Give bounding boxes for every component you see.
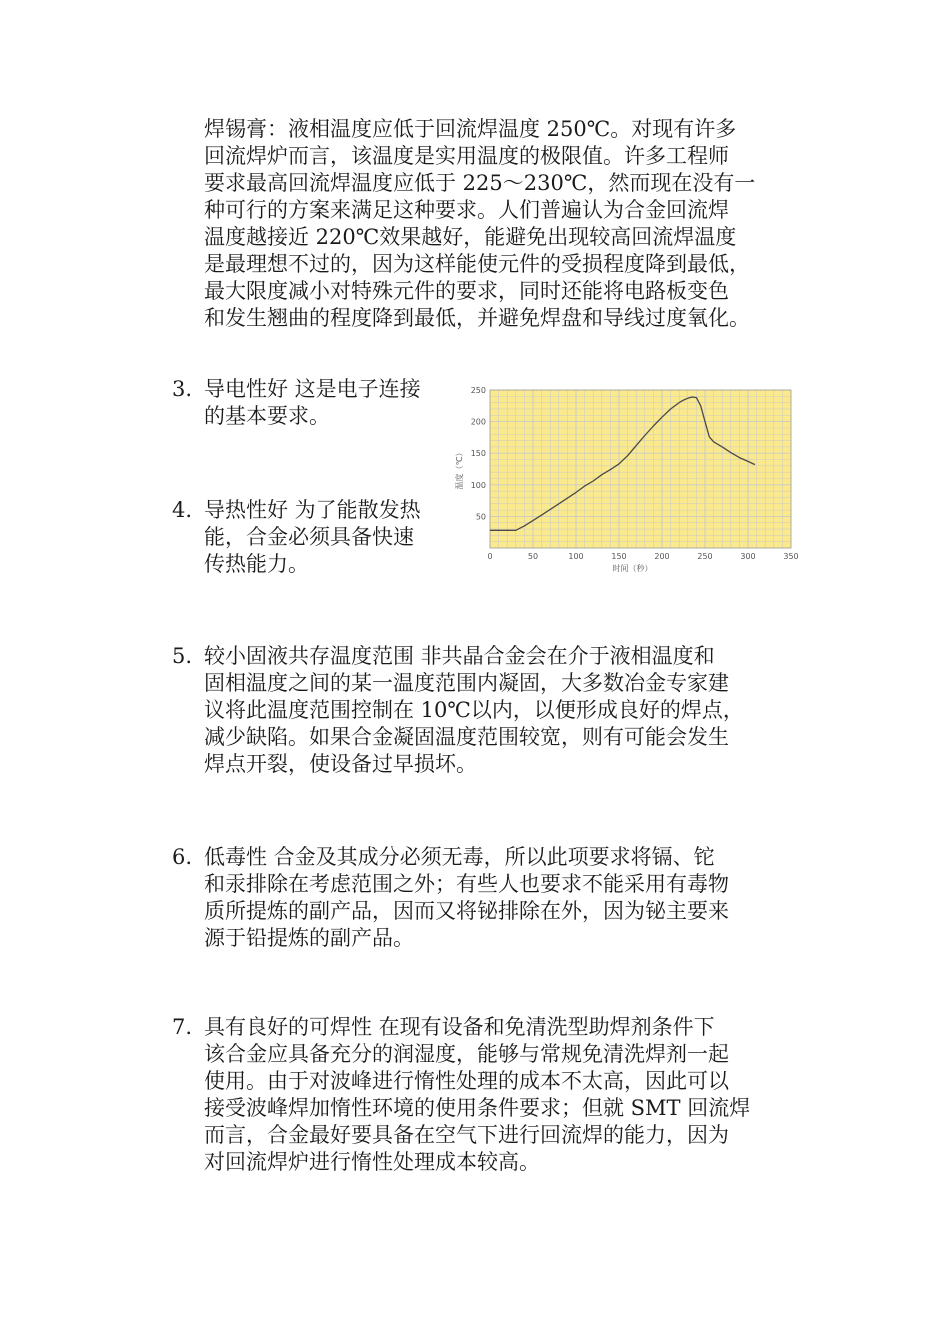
text-line: 议将此温度范围控制在 10℃以内，以便形成良好的焊点， — [204, 698, 744, 722]
text-line: 固相温度之间的某一温度范围内凝固，大多数冶金专家建 — [204, 671, 729, 695]
text-line: 要求最高回流焊温度应低于 225～230℃，然而现在没有一 — [204, 171, 756, 195]
text-line: 传热能力。 — [204, 552, 309, 576]
text-line: 回流焊炉而言，该温度是实用温度的极限值。许多工程师 — [204, 144, 729, 168]
item-body — [204, 497, 472, 578]
intro-paragraph — [204, 116, 824, 332]
x-tick-label: 150 — [611, 552, 627, 561]
reflow-profile-chart — [448, 378, 808, 574]
text-line: 源于铅提炼的副产品。 — [204, 926, 414, 950]
text-line: 最大限度减小对特殊元件的要求，同时还能将电路板变色 — [204, 279, 729, 303]
text-line: 温度越接近 220℃效果越好，能避免出现较高回流焊温度 — [204, 225, 737, 249]
x-tick-label: 100 — [568, 552, 584, 561]
item-number: 5. — [172, 644, 193, 668]
text-line: 减少缺陷。如果合金凝固温度范围较宽，则有可能会发生 — [204, 725, 729, 749]
text-line: 具有良好的可焊性 在现有设备和免清洗型助焊剂条件下 — [204, 1015, 715, 1039]
item-number: 4. — [172, 498, 193, 522]
plot-background — [490, 390, 791, 548]
y-tick-label: 50 — [475, 512, 486, 522]
x-tick-label: 0 — [487, 552, 493, 561]
text-line: 和汞排除在考虑范围之外；有些人也要求不能采用有毒物 — [204, 872, 729, 896]
item-body — [204, 844, 812, 952]
list-item-5 — [172, 643, 812, 778]
text-line: 该合金应具备充分的润湿度，能够与常规免清洗焊剂一起 — [204, 1042, 729, 1066]
text-line: 能，合金必须具备快速 — [204, 525, 414, 549]
text-line: 导热性好 为了能散发热 — [204, 498, 421, 522]
list-item-7 — [172, 1014, 812, 1176]
list-item-4 — [172, 497, 472, 578]
x-tick-label: 200 — [654, 552, 670, 561]
item-body — [204, 643, 812, 778]
item-body — [204, 376, 472, 430]
item-number: 6. — [172, 845, 193, 869]
list-item-3 — [172, 376, 472, 430]
text-line: 焊点开裂，使设备过早损坏。 — [204, 752, 477, 776]
y-axis-label: 温度（℃） — [455, 448, 464, 490]
item-number: 7. — [172, 1015, 193, 1039]
text-line: 而言，合金最好要具备在空气下进行回流焊的能力，因为 — [204, 1123, 729, 1147]
list-item-6 — [172, 844, 812, 952]
text-line: 导电性好 这是电子连接 — [204, 377, 421, 401]
x-tick-label: 300 — [740, 552, 756, 561]
text-line: 焊锡膏：液相温度应低于回流焊温度 250℃。对现有许多 — [204, 117, 737, 141]
x-tick-label: 250 — [697, 552, 713, 561]
x-axis-label: 时间（秒） — [612, 564, 653, 573]
y-tick-label: 200 — [470, 417, 486, 427]
text-line: 是最理想不过的，因为这样能使元件的受损程度降到最低， — [204, 252, 750, 276]
y-tick-label: 100 — [470, 480, 486, 490]
text-line: 接受波峰焊加惰性环境的使用条件要求；但就 SMT 回流焊 — [204, 1096, 751, 1120]
y-tick-label: 250 — [470, 386, 486, 395]
text-line: 质所提炼的副产品，因而又将铋排除在外，因为铋主要来 — [204, 899, 729, 923]
text-line: 较小固液共存温度范围 非共晶合金会在介于液相温度和 — [204, 644, 715, 668]
x-tick-label: 50 — [527, 552, 539, 561]
x-tick-label: 350 — [783, 552, 799, 561]
y-tick-label: 150 — [470, 449, 486, 459]
item-number: 3. — [172, 377, 193, 401]
text-line: 对回流焊炉进行惰性处理成本较高。 — [204, 1150, 540, 1174]
item-body — [204, 1014, 812, 1176]
text-line: 低毒性 合金及其成分必须无毒，所以此项要求将镉、铊 — [204, 845, 715, 869]
text-line: 和发生翘曲的程度降到最低，并避免焊盘和导线过度氧化。 — [204, 306, 750, 330]
text-line: 种可行的方案来满足这种要求。人们普遍认为合金回流焊 — [204, 198, 729, 222]
text-line: 使用。由于对波峰进行惰性处理的成本不太高，因此可以 — [204, 1069, 729, 1093]
text-line: 的基本要求。 — [204, 404, 330, 428]
